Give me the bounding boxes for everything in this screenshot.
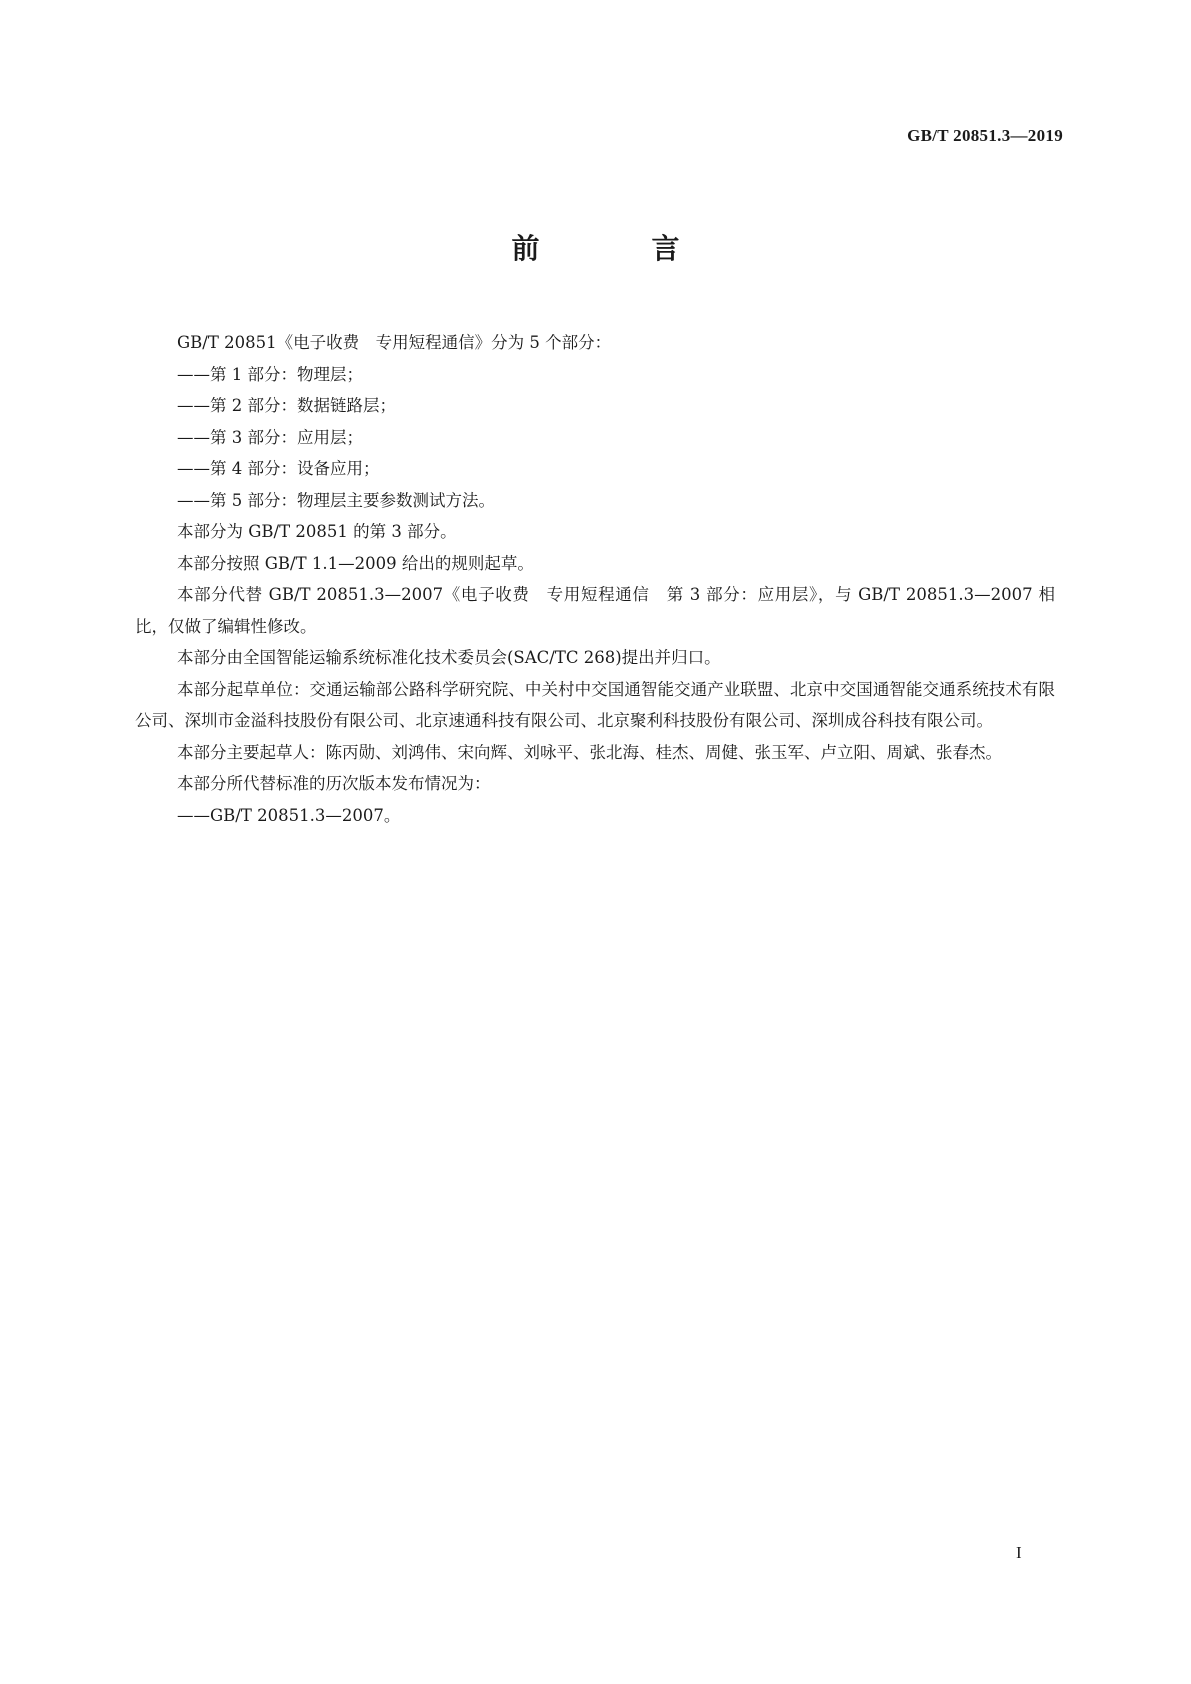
list-item-history: ——GB/T 20851.3—2007。 <box>177 805 401 825</box>
paragraph-intro: GB/T 20851《电子收费 专用短程通信》分为 5 个部分： <box>177 333 612 352</box>
list-item-part-3: ——第 3 部分：应用层； <box>177 427 363 447</box>
paragraph-drafting-rules: 本部分按照 GB/T 1.1—2009 给出的规则起草。 <box>177 553 534 573</box>
paragraph-replacement: 本部分代替 GB/T 20851.3—2007《电子收费 专用短程通信 第 3 部分：应用层》，与 GB/T 20851.3—2007 相比，仅做了编辑性修改。 <box>135 585 1055 636</box>
page-title: 前 言 <box>511 232 722 265</box>
paragraph-history-intro: 本部分所代替标准的历次版本发布情况为： <box>177 774 491 793</box>
list-item-part-2: ——第 2 部分：数据链路层； <box>177 396 396 415</box>
page-number: I <box>1016 1543 1022 1562</box>
paragraph-drafting-units: 本部分起草单位：交通运输部公路科学研究院、中关村中交国通智能交通产业联盟、北京中交国通智能交通系统技术有限公司、深圳市金溢科技股份有限公司、北京速通科技有限公司、北京聚利科技股份有限公司、深圳成谷科技有限公司。 <box>135 679 1055 730</box>
document-code: GB/T 20851.3—2019 <box>907 126 1063 145</box>
list-item-part-5: ——第 5 部分：物理层主要参数测试方法。 <box>177 490 495 510</box>
paragraph-proposer: 本部分由全国智能运输系统标准化技术委员会(SAC/TC 268)提出并归口。 <box>177 648 721 667</box>
list-item-part-1: ——第 1 部分：物理层； <box>177 364 363 384</box>
paragraph-part-statement: 本部分为 GB/T 20851 的第 3 部分。 <box>177 522 457 541</box>
foreword-body <box>135 327 1055 831</box>
list-item-part-4: ——第 4 部分：设备应用； <box>177 459 380 478</box>
paragraph-drafters: 本部分主要起草人：陈丙勋、刘鸿伟、宋向辉、刘咏平、张北海、桂杰、周健、张玉军、卢立阳、周斌、张春杰。 <box>177 742 1002 762</box>
